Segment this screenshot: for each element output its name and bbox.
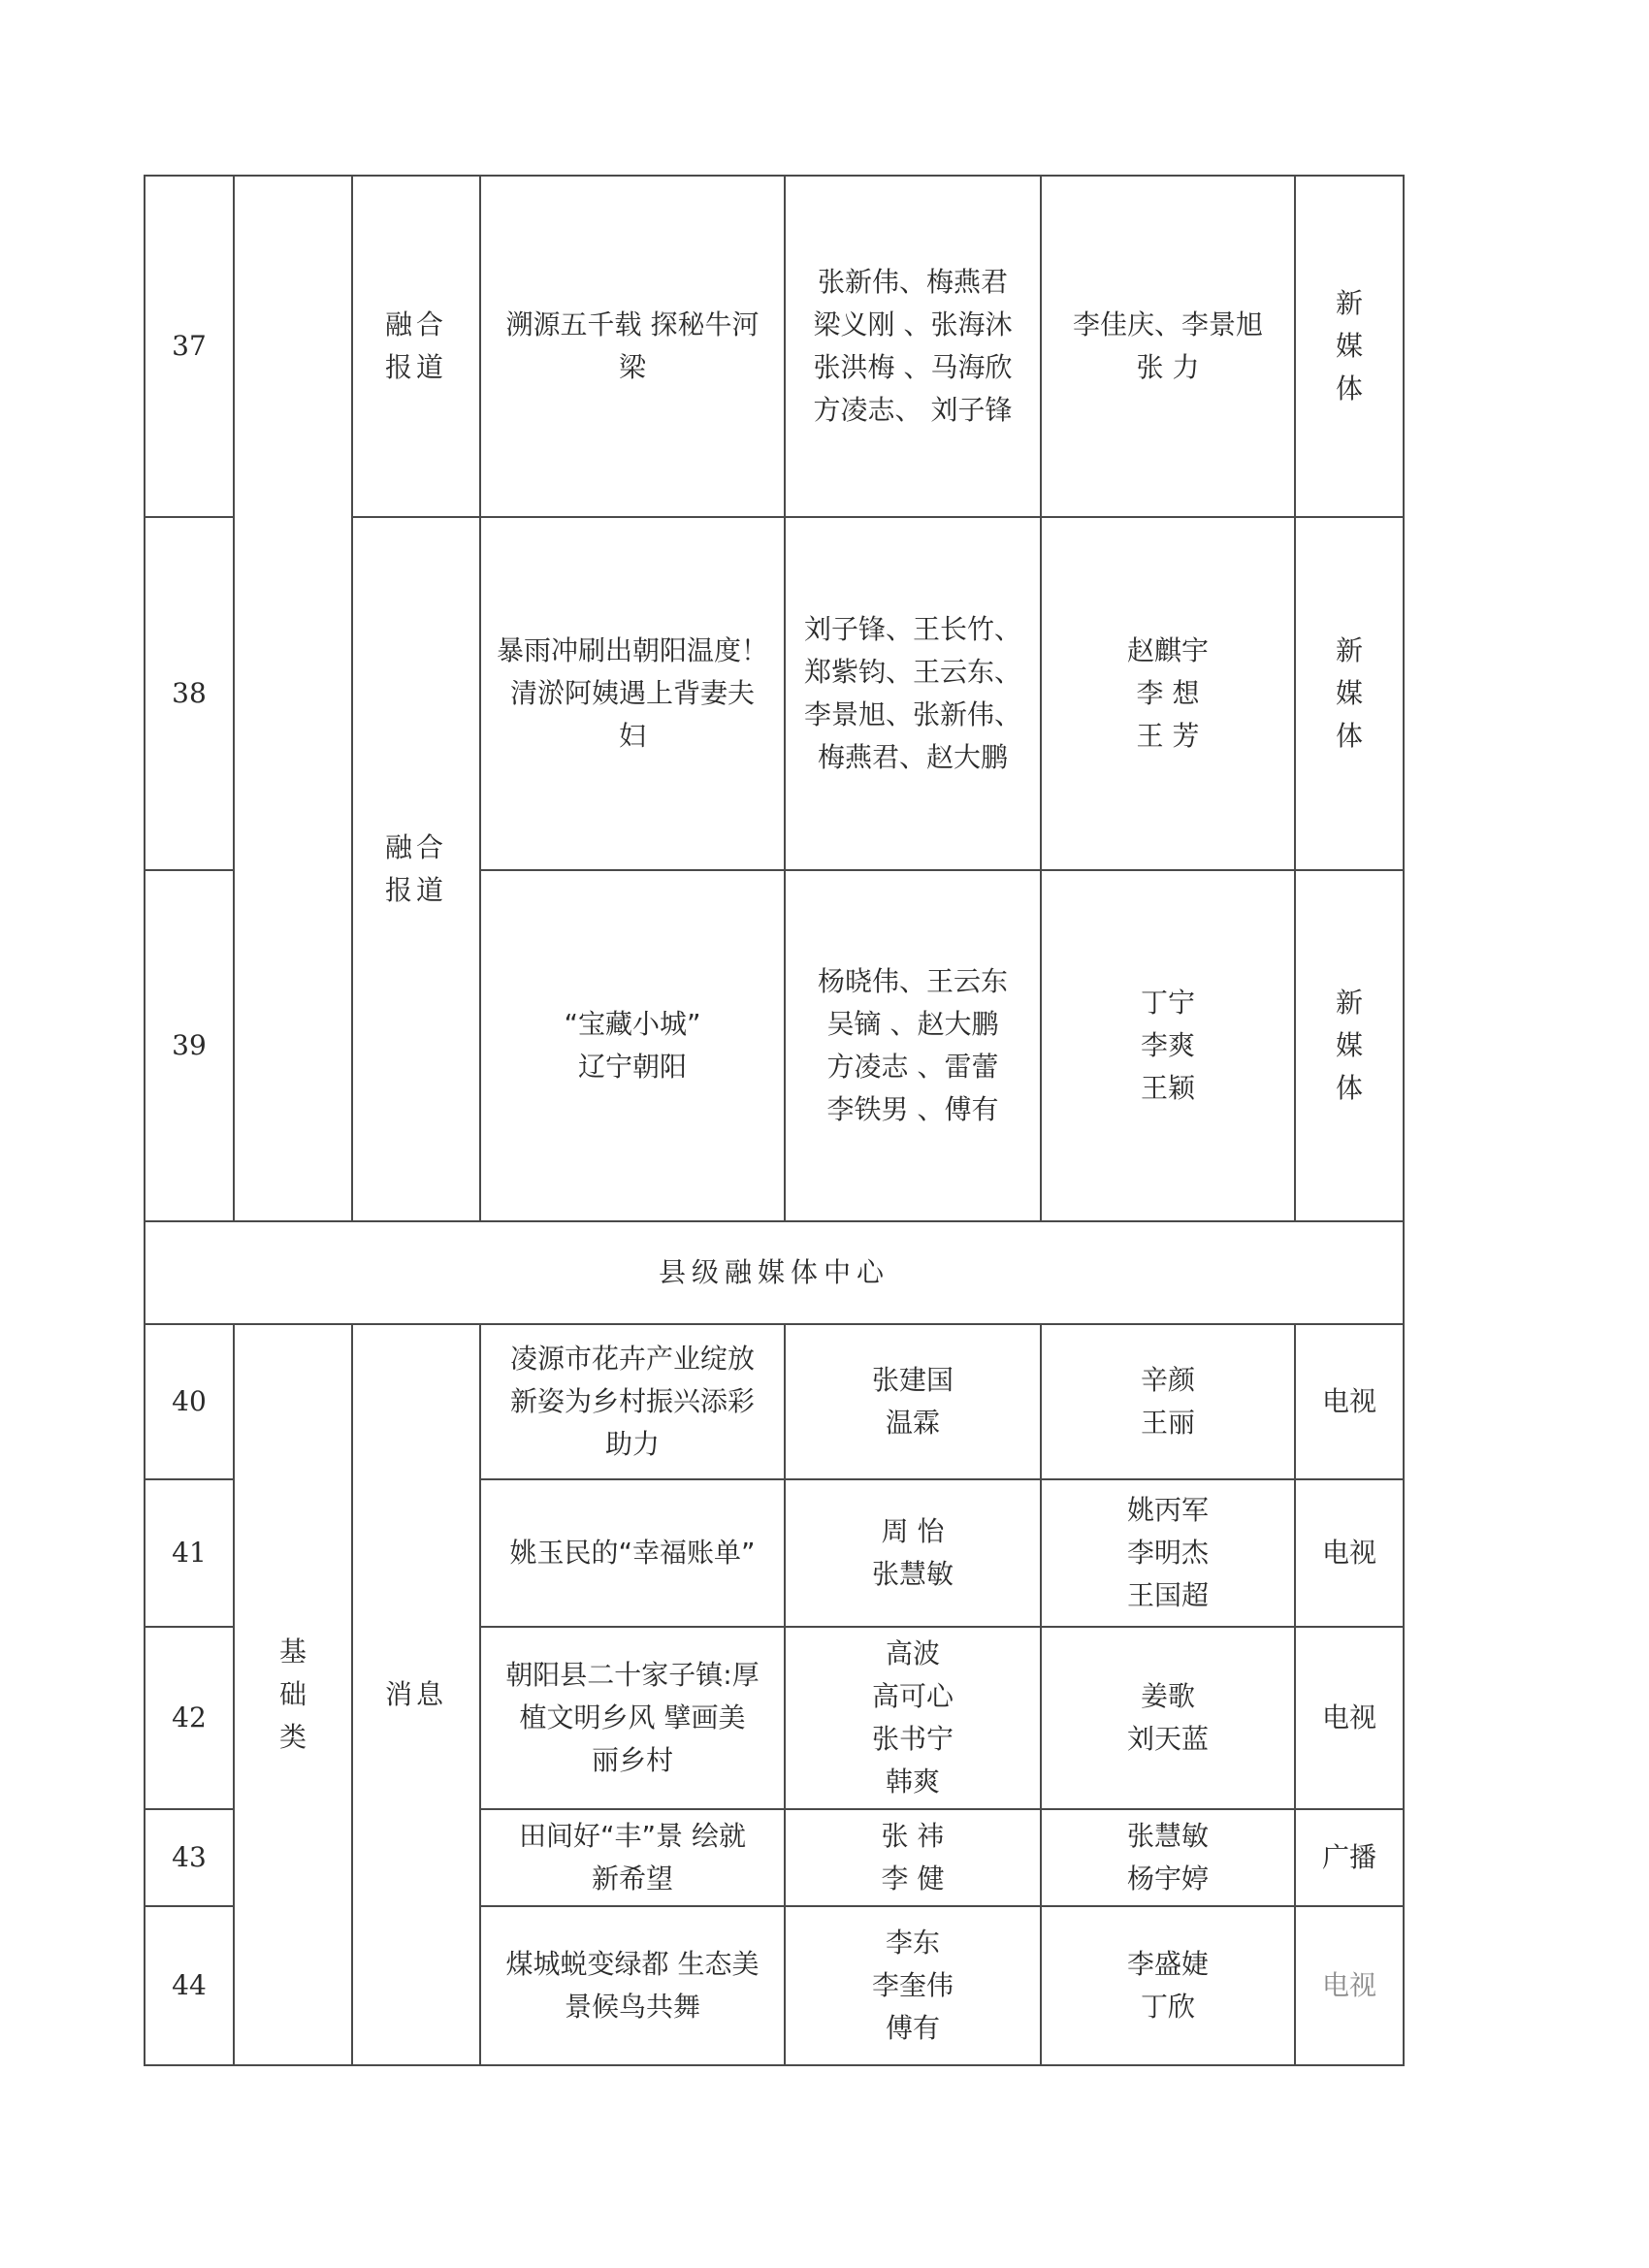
medium-cell: 电视	[1295, 1627, 1404, 1809]
title-line: 妇	[618, 720, 646, 752]
medium-label: 新媒体	[1335, 634, 1363, 752]
author-line: 韩爽	[885, 1766, 940, 1798]
editor-line: 王颖	[1140, 1072, 1195, 1104]
editor-line: 赵麒宇	[1126, 634, 1209, 666]
medium-cell: 广播	[1295, 1809, 1404, 1906]
author-line: 傅有	[885, 2012, 940, 2044]
author-line: 周 怡	[881, 1515, 945, 1547]
author-line: 高可心	[871, 1680, 954, 1712]
author-line: 吴镝 、赵大鹏	[826, 1008, 999, 1040]
author-line: 方凌志 、雷蕾	[826, 1051, 999, 1083]
row-number: 42	[145, 1627, 234, 1809]
author-line: 梅燕君、赵大鹏	[817, 741, 1008, 773]
editor-line: 丁宁	[1140, 987, 1195, 1019]
subcategory-cell	[352, 176, 480, 517]
work-title	[480, 870, 785, 1221]
author-line: 张新伟、梅燕君	[817, 266, 1008, 298]
editors-cell	[1041, 1479, 1295, 1627]
work-title	[480, 1324, 785, 1479]
title-line: 助力	[604, 1428, 660, 1460]
authors-cell	[785, 517, 1041, 870]
author-line: 张书宁	[871, 1723, 954, 1755]
author-line: 李东	[885, 1927, 940, 1959]
authors-cell	[785, 1479, 1041, 1627]
editor-line: 王国超	[1126, 1579, 1209, 1611]
author-line: 张建国	[871, 1364, 954, 1396]
subcategory-cell: 消息	[352, 1324, 480, 2065]
row-number: 40	[145, 1324, 234, 1479]
title-line: 暴雨冲刷出朝阳温度！	[496, 634, 768, 666]
medium-cell	[1295, 517, 1404, 870]
editors-cell	[1041, 1627, 1295, 1809]
author-line: 李景旭、张新伟、	[803, 698, 1021, 730]
medium-cell	[1295, 870, 1404, 1221]
title-line: 朝阳县二十家子镇:厚	[505, 1659, 760, 1691]
author-line: 李铁男 、傅有	[826, 1093, 999, 1125]
category-char: 基	[278, 1636, 307, 1668]
work-title	[480, 1627, 785, 1809]
category-char: 类	[278, 1721, 307, 1753]
editor-line: 李盛婕	[1126, 1948, 1209, 1980]
subcategory-line: 报道	[384, 874, 447, 906]
editor-line: 李佳庆、李景旭	[1072, 308, 1263, 340]
author-line: 李 健	[881, 1863, 945, 1895]
editor-line: 张慧敏	[1126, 1820, 1209, 1852]
row-number: 37	[145, 176, 234, 517]
subcategory-line: 融合	[384, 831, 447, 863]
medium-cell: 电视	[1295, 1324, 1404, 1479]
medium-label: 新媒体	[1335, 987, 1363, 1104]
title-line: 凌源市花卉产业绽放	[509, 1343, 755, 1375]
author-line: 高波	[885, 1637, 940, 1669]
authors-cell	[785, 1809, 1041, 1906]
title-line: 丽乡村	[591, 1744, 673, 1776]
section-row	[145, 1221, 1404, 1324]
work-title	[480, 1479, 785, 1627]
author-line: 张 祎	[881, 1820, 945, 1852]
editors-cell	[1041, 1906, 1295, 2065]
row-number: 41	[145, 1479, 234, 1627]
category-char: 础	[278, 1678, 307, 1710]
medium-cell: 电视	[1295, 1906, 1404, 2065]
editor-line: 李 想	[1136, 677, 1200, 709]
authors-cell	[785, 1324, 1041, 1479]
category-cell-top	[234, 176, 352, 1221]
table-row	[145, 176, 1404, 517]
row-number: 39	[145, 870, 234, 1221]
work-title	[480, 176, 785, 517]
editor-line: 姚丙军	[1126, 1494, 1209, 1526]
title-line: 新希望	[591, 1863, 673, 1895]
authors-cell	[785, 1627, 1041, 1809]
editors-cell	[1041, 870, 1295, 1221]
medium-cell	[1295, 176, 1404, 517]
author-line: 张慧敏	[871, 1558, 954, 1590]
row-number: 44	[145, 1906, 234, 2065]
editor-line: 刘天蓝	[1126, 1723, 1209, 1755]
author-line: 梁义刚 、张海沐	[813, 308, 1013, 340]
title-line: 新姿为乡村振兴添彩	[509, 1385, 755, 1417]
editor-line: 丁欣	[1140, 1991, 1195, 2023]
authors-cell	[785, 870, 1041, 1221]
editors-cell	[1041, 517, 1295, 870]
title-line: 田间好“丰”景 绘就	[519, 1820, 746, 1852]
editor-line: 王丽	[1140, 1407, 1195, 1439]
title-line: 煤城蜕变绿都 生态美	[505, 1948, 760, 1980]
authors-cell	[785, 176, 1041, 517]
row-number: 38	[145, 517, 234, 870]
medium-cell: 电视	[1295, 1479, 1404, 1627]
editor-line: 王 芳	[1136, 720, 1200, 752]
editor-line: 辛颜	[1140, 1364, 1195, 1396]
awards-table	[144, 175, 1405, 2066]
title-line: 梁	[618, 351, 646, 383]
editors-cell	[1041, 1324, 1295, 1479]
work-title	[480, 1809, 785, 1906]
subcategory-line: 报道	[384, 351, 447, 383]
title-line: 姚玉民的“幸福账单”	[509, 1537, 756, 1569]
table-row	[145, 1324, 1404, 1479]
title-line: “宝藏小城”	[564, 1008, 701, 1040]
author-line: 杨晓伟、王云东	[817, 965, 1008, 997]
author-line: 温霖	[885, 1407, 940, 1439]
author-line: 张洪梅 、马海欣	[813, 351, 1013, 383]
category-cell	[234, 1324, 352, 2065]
title-line: 清淤阿姨遇上背妻夫	[509, 677, 755, 709]
work-title	[480, 1906, 785, 2065]
title-line: 辽宁朝阳	[577, 1051, 687, 1083]
subcategory-cell	[352, 517, 480, 1221]
author-line: 李奎伟	[871, 1969, 954, 2001]
title-line: 溯源五千载 探秘牛河	[505, 308, 760, 340]
editor-line: 杨宇婷	[1126, 1863, 1209, 1895]
author-line: 刘子锋、王长竹、	[803, 613, 1021, 645]
work-title	[480, 517, 785, 870]
author-line: 方凌志、 刘子锋	[813, 394, 1013, 426]
editors-cell	[1041, 1809, 1295, 1906]
editor-line: 李爽	[1140, 1029, 1195, 1061]
subcategory-line: 融合	[384, 308, 447, 340]
section-header: 县级融媒体中心	[145, 1221, 1404, 1324]
authors-cell	[785, 1906, 1041, 2065]
author-line: 郑紫钧、王云东、	[803, 656, 1021, 688]
title-line: 植文明乡风 擘画美	[519, 1701, 746, 1733]
title-line: 景候鸟共舞	[564, 1991, 700, 2023]
editor-line: 姜歌	[1140, 1680, 1195, 1712]
row-number: 43	[145, 1809, 234, 1906]
medium-label: 新媒体	[1335, 287, 1363, 405]
editor-line: 张 力	[1136, 351, 1200, 383]
editors-cell	[1041, 176, 1295, 517]
editor-line: 李明杰	[1126, 1537, 1209, 1569]
